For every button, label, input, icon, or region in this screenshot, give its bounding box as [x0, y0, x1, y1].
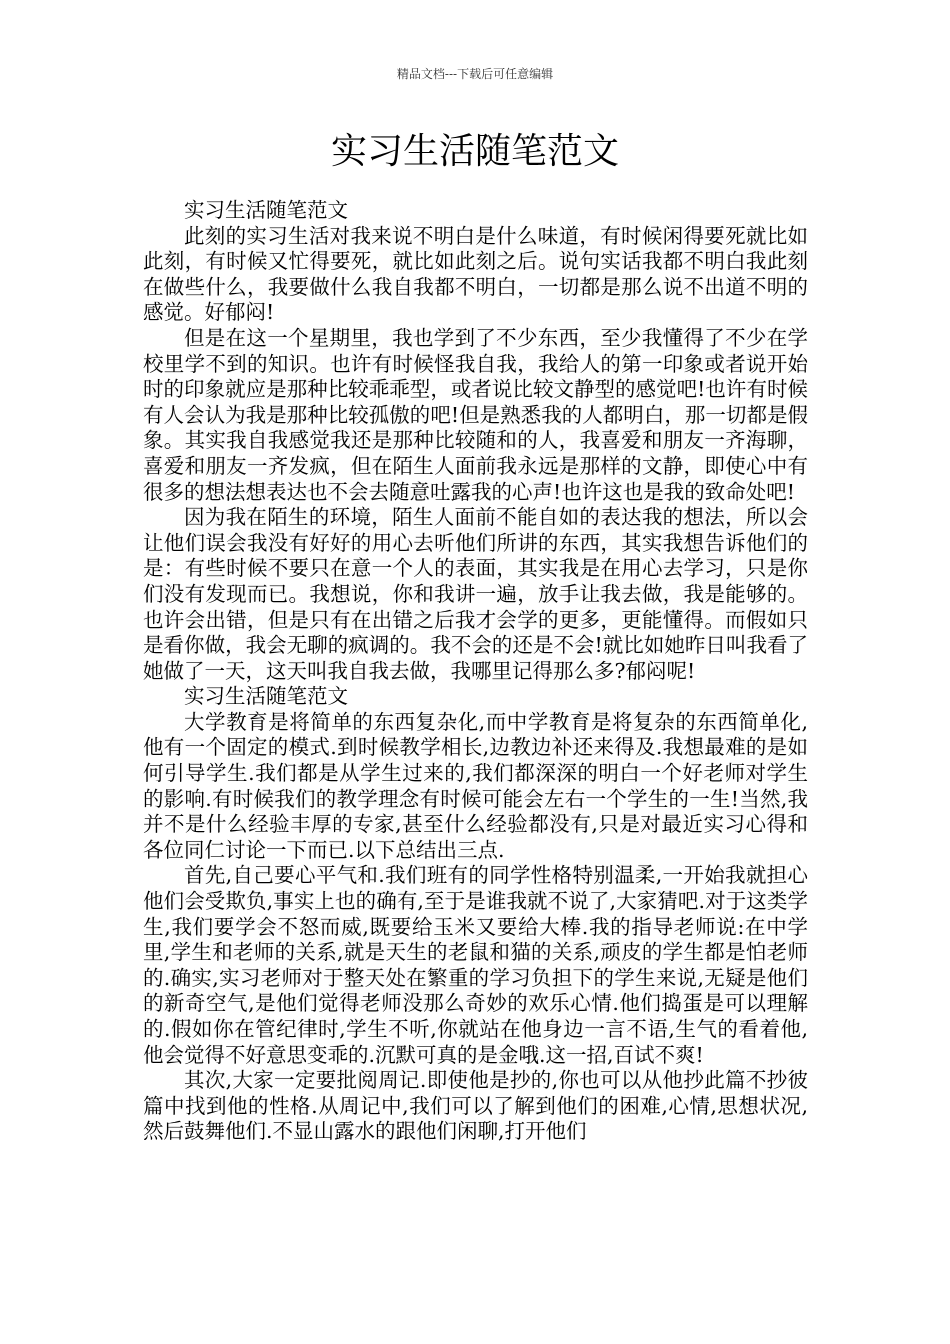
- paragraph: 因为我在陌生的环境，陌生人面前不能自如的表达我的想法，所以会让他们误会我没有好好的用心去听他们所讲的东西，其实我想告诉他们的是：有些时候不要只在意一个人的表面，其实我是在用心去学习，只是你们没有发现而已。我想说，你和我讲一遍，放手让我去做，我是能够的。也许会出错，但是只有在出错之后我才会学的更多，更能懂得。而假如只是看你做，我会无聊的疯调的。我不会的还是不会!就比如她昨日叫我看了她做了一天，这天叫我自我去做，我哪里记得那么多?郁闷呢!: [143, 505, 808, 683]
- paragraph: 大学教育是将简单的东西复杂化,而中学教育是将复杂的东西简单化,他有一个固定的模式.到时候教学相长,边教边补还来得及.我想最难的是如何引导学生.我们都是从学生过来的,我们都深深的明白一个好老师对学生的影响.有时候我们的教学理念有时候可能会左右一个学生的一生!当然,我并不是什么经验丰厚的专家,甚至什么经验都没有,只是对最近实习心得和各位同仁讨论一下而已.以下总结出三点.: [143, 709, 808, 862]
- paragraph-subtitle-2: 实习生活随笔范文: [184, 684, 348, 709]
- paragraph: 但是在这一个星期里，我也学到了不少东西，至少我懂得了不少在学校里学不到的知识。也许有时候怪我自我，我给人的第一印象或者说开始时的印象就应是那种比较乖乖型，或者说比较文静型的感觉吧!也许有时候有人会认为我是那种比较孤傲的吧!但是熟悉我的人都明白，那一切都是假象。其实我自我感觉我还是那种比较随和的人，我喜爱和朋友一齐海聊，喜爱和朋友一齐发疯，但在陌生人面前我永远是那样的文静，即使心中有很多的想法想表达也不会去随意吐露我的心声!也许这也是我的致命处吧!: [143, 325, 808, 504]
- paragraph: 首先,自己要心平气和.我们班有的同学性格特别温柔,一开始我就担心他们会受欺负,事实上也的确有,至于是谁我就不说了,大家猜吧.对于这类学生,我们要学会不怒而威,既要给玉米又要给大棒.我的指导老师说:在中学里,学生和老师的关系,就是天生的老鼠和猫的关系,顽皮的学生都是怕老师的.确实,实习老师对于整天处在繁重的学习负担下的学生来说,无疑是他们的新奇空气,是他们觉得老师没那么奇妙的欢乐心情.他们捣蛋是可以理解的.假如你在管纪律时,学生不听,你就站在他身边一言不语,生气的看着他,他会觉得不好意思变乖的.沉默可真的是金哦.这一招,百试不爽!: [143, 863, 808, 1067]
- paragraph: 其次,大家一定要批阅周记.即使他是抄的,你也可以从他抄此篇不抄彼篇中找到他的性格.从周记中,我们可以了解到他们的困难,心情,思想状况,然后鼓舞他们.不显山露水的跟他们闲聊,打开他们: [143, 1068, 808, 1144]
- document-body: [143, 198, 808, 1145]
- header-note: 精品文档---下载后可任意编辑: [396, 67, 554, 81]
- paragraph: 此刻的实习生活对我来说不明白是什么味道，有时候闲得要死就比如此刻，有时候又忙得要死，就比如此刻之后。说句实话我都不明白我此刻在做些什么，我要做什么我自我都不明白，一切都是那么说不出道不明的感觉。好郁闷!: [143, 223, 808, 325]
- paragraph-subtitle-1: 实习生活随笔范文: [184, 198, 348, 222]
- document-title: 实习生活随笔范文: [330, 131, 619, 172]
